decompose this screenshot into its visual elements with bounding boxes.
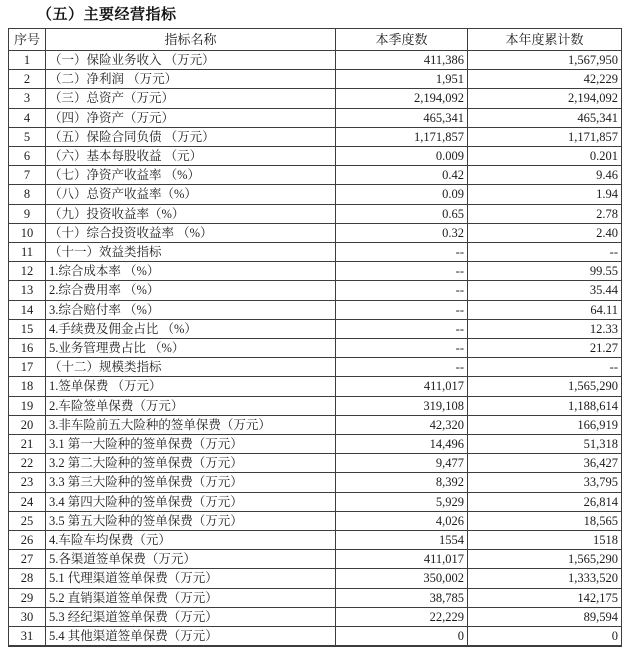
row-ytd-value: 142,175	[468, 588, 622, 607]
table-row	[9, 204, 622, 223]
row-ytd-value: 21.27	[468, 339, 622, 358]
row-indicator-name: 5.1 代理渠道签单保费（万元）	[46, 569, 336, 588]
row-seq-no: 15	[9, 319, 46, 338]
row-quarter-value: 42,320	[336, 415, 468, 434]
row-ytd-value: 42,229	[468, 70, 622, 89]
row-quarter-value: --	[336, 262, 468, 281]
row-seq-no: 27	[9, 550, 46, 569]
row-seq-no: 25	[9, 511, 46, 530]
row-ytd-value: 1518	[468, 531, 622, 550]
table-row	[9, 51, 622, 70]
row-indicator-name: （四）净资产（万元）	[46, 108, 336, 127]
row-quarter-value: --	[336, 339, 468, 358]
row-seq-no: 18	[9, 377, 46, 396]
row-quarter-value: 411,017	[336, 550, 468, 569]
row-ytd-value: 0	[468, 627, 622, 647]
row-indicator-name: 1.综合成本率 （%）	[46, 262, 336, 281]
operating-metrics-table	[8, 28, 622, 647]
table-header-row	[9, 29, 622, 51]
row-indicator-name: 3.5 第五大险种的签单保费（万元）	[46, 511, 336, 530]
row-indicator-name: 2.车险签单保费（万元）	[46, 396, 336, 415]
row-quarter-value: 0.32	[336, 223, 468, 242]
row-quarter-value: 4,026	[336, 511, 468, 530]
row-seq-no: 7	[9, 166, 46, 185]
table-row	[9, 377, 622, 396]
row-ytd-value: 36,427	[468, 454, 622, 473]
row-indicator-name: 5.3 经纪渠道签单保费（万元）	[46, 607, 336, 626]
row-indicator-name: （十一）效益类指标	[46, 243, 336, 262]
row-ytd-value: 1,565,290	[468, 377, 622, 396]
row-indicator-name: （十）综合投资收益率 （%）	[46, 223, 336, 242]
table-row	[9, 607, 622, 626]
row-quarter-value: 38,785	[336, 588, 468, 607]
table-row	[9, 185, 622, 204]
row-seq-no: 26	[9, 531, 46, 550]
row-seq-no: 17	[9, 358, 46, 377]
row-quarter-value: --	[336, 358, 468, 377]
row-seq-no: 24	[9, 492, 46, 511]
table-row	[9, 108, 622, 127]
table-row	[9, 569, 622, 588]
row-quarter-value: --	[336, 319, 468, 338]
row-ytd-value: 9.46	[468, 166, 622, 185]
row-indicator-name: 5.各渠道签单保费（万元）	[46, 550, 336, 569]
table-row	[9, 550, 622, 569]
table-row	[9, 531, 622, 550]
row-ytd-value: 33,795	[468, 473, 622, 492]
row-indicator-name: （一）保险业务收入 （万元）	[46, 51, 336, 70]
row-seq-no: 22	[9, 454, 46, 473]
table-row	[9, 166, 622, 185]
row-ytd-value: 89,594	[468, 607, 622, 626]
table-row	[9, 511, 622, 530]
header-ytd-cumulative: 本年度累计数	[468, 29, 622, 51]
table-row	[9, 89, 622, 108]
row-indicator-name: 3.非车险前五大险种的签单保费（万元）	[46, 415, 336, 434]
row-quarter-value: 350,002	[336, 569, 468, 588]
row-quarter-value: 319,108	[336, 396, 468, 415]
row-ytd-value: 1.94	[468, 185, 622, 204]
row-indicator-name: （九）投资收益率（%）	[46, 204, 336, 223]
row-ytd-value: 18,565	[468, 511, 622, 530]
row-ytd-value: 2,194,092	[468, 89, 622, 108]
row-seq-no: 20	[9, 415, 46, 434]
row-ytd-value: 64.11	[468, 300, 622, 319]
header-seq-no: 序号	[9, 29, 46, 51]
row-ytd-value: 2.78	[468, 204, 622, 223]
row-indicator-name: （六）基本每股收益 （元）	[46, 147, 336, 166]
table-row	[9, 454, 622, 473]
row-indicator-name: （七）净资产收益率 （%）	[46, 166, 336, 185]
row-quarter-value: 8,392	[336, 473, 468, 492]
row-seq-no: 13	[9, 281, 46, 300]
row-indicator-name: 3.3 第三大险种的签单保费（万元）	[46, 473, 336, 492]
row-quarter-value: --	[336, 243, 468, 262]
row-seq-no: 11	[9, 243, 46, 262]
row-indicator-name: （三）总资产（万元）	[46, 89, 336, 108]
section-title: （五）主要经营指标	[37, 5, 177, 23]
row-quarter-value: 0.42	[336, 166, 468, 185]
row-quarter-value: 9,477	[336, 454, 468, 473]
table-row	[9, 396, 622, 415]
row-ytd-value: 12.33	[468, 319, 622, 338]
row-indicator-name: 3.综合赔付率 （%）	[46, 300, 336, 319]
row-seq-no: 14	[9, 300, 46, 319]
row-seq-no: 9	[9, 204, 46, 223]
table-row	[9, 627, 622, 647]
table-row	[9, 435, 622, 454]
row-indicator-name: 1.签单保费 （万元）	[46, 377, 336, 396]
row-seq-no: 19	[9, 396, 46, 415]
header-indicator-name: 指标名称	[46, 29, 336, 51]
table-row	[9, 223, 622, 242]
row-seq-no: 1	[9, 51, 46, 70]
table-row	[9, 358, 622, 377]
row-ytd-value: 1,188,614	[468, 396, 622, 415]
row-ytd-value: --	[468, 358, 622, 377]
row-seq-no: 23	[9, 473, 46, 492]
row-quarter-value: 5,929	[336, 492, 468, 511]
row-indicator-name: 3.4 第四大险种的签单保费（万元）	[46, 492, 336, 511]
row-quarter-value: 0	[336, 627, 468, 647]
row-ytd-value: 51,318	[468, 435, 622, 454]
row-quarter-value: 14,496	[336, 435, 468, 454]
table-row	[9, 70, 622, 89]
row-quarter-value: 1,951	[336, 70, 468, 89]
row-indicator-name: 5.4 其他渠道签单保费（万元）	[46, 627, 336, 647]
row-indicator-name: 4.车险车均保费（元）	[46, 531, 336, 550]
row-ytd-value: 1,567,950	[468, 51, 622, 70]
row-quarter-value: 1554	[336, 531, 468, 550]
row-seq-no: 3	[9, 89, 46, 108]
table-row	[9, 339, 622, 358]
row-indicator-name: 5.业务管理费占比 （%）	[46, 339, 336, 358]
row-seq-no: 31	[9, 627, 46, 647]
row-indicator-name: （十二）规模类指标	[46, 358, 336, 377]
row-quarter-value: 0.009	[336, 147, 468, 166]
row-ytd-value: 26,814	[468, 492, 622, 511]
row-ytd-value: 0.201	[468, 147, 622, 166]
table-row	[9, 588, 622, 607]
row-ytd-value: 35.44	[468, 281, 622, 300]
row-indicator-name: 2.综合费用率 （%）	[46, 281, 336, 300]
row-seq-no: 6	[9, 147, 46, 166]
row-quarter-value: 411,386	[336, 51, 468, 70]
row-seq-no: 29	[9, 588, 46, 607]
row-ytd-value: 2.40	[468, 223, 622, 242]
row-indicator-name: 4.手续费及佣金占比 （%）	[46, 319, 336, 338]
row-seq-no: 5	[9, 127, 46, 146]
row-quarter-value: 411,017	[336, 377, 468, 396]
row-ytd-value: 1,565,290	[468, 550, 622, 569]
row-ytd-value: 1,171,857	[468, 127, 622, 146]
row-quarter-value: 0.09	[336, 185, 468, 204]
row-indicator-name: 5.2 直销渠道签单保费（万元）	[46, 588, 336, 607]
row-seq-no: 8	[9, 185, 46, 204]
row-seq-no: 28	[9, 569, 46, 588]
row-seq-no: 30	[9, 607, 46, 626]
row-indicator-name: （八）总资产收益率（%）	[46, 185, 336, 204]
row-ytd-value: --	[468, 243, 622, 262]
row-quarter-value: --	[336, 300, 468, 319]
row-ytd-value: 166,919	[468, 415, 622, 434]
table-row	[9, 281, 622, 300]
row-quarter-value: 22,229	[336, 607, 468, 626]
table-body	[9, 51, 622, 647]
row-quarter-value: 2,194,092	[336, 89, 468, 108]
row-seq-no: 21	[9, 435, 46, 454]
table-row	[9, 492, 622, 511]
row-seq-no: 2	[9, 70, 46, 89]
row-ytd-value: 1,333,520	[468, 569, 622, 588]
table-row	[9, 127, 622, 146]
row-seq-no: 4	[9, 108, 46, 127]
row-ytd-value: 465,341	[468, 108, 622, 127]
table-row	[9, 243, 622, 262]
row-seq-no: 16	[9, 339, 46, 358]
table-row	[9, 300, 622, 319]
row-quarter-value: --	[336, 281, 468, 300]
row-ytd-value: 99.55	[468, 262, 622, 281]
row-indicator-name: （五）保险合同负债 （万元）	[46, 127, 336, 146]
table-row	[9, 319, 622, 338]
row-seq-no: 12	[9, 262, 46, 281]
table-row	[9, 473, 622, 492]
row-indicator-name: （二）净利润 （万元）	[46, 70, 336, 89]
header-current-quarter: 本季度数	[336, 29, 468, 51]
row-quarter-value: 465,341	[336, 108, 468, 127]
row-quarter-value: 1,171,857	[336, 127, 468, 146]
table-row	[9, 147, 622, 166]
row-quarter-value: 0.65	[336, 204, 468, 223]
row-indicator-name: 3.1 第一大险种的签单保费（万元）	[46, 435, 336, 454]
table-row	[9, 262, 622, 281]
table-row	[9, 415, 622, 434]
row-seq-no: 10	[9, 223, 46, 242]
row-indicator-name: 3.2 第二大险种的签单保费（万元）	[46, 454, 336, 473]
